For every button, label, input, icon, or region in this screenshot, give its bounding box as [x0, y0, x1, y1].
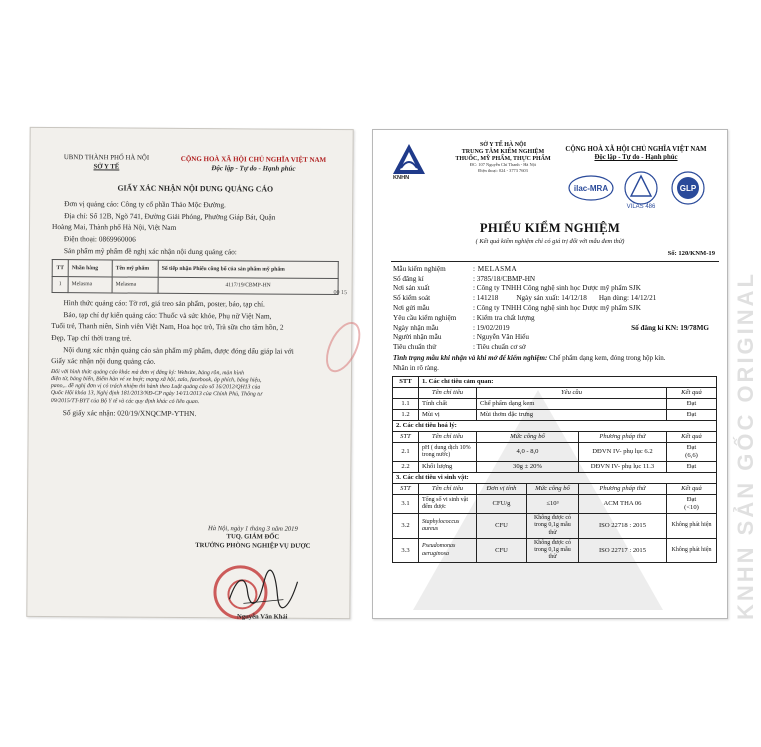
info-value: : Công ty TNHH Công nghệ sinh học Dược mỹ phẩm SJK — [473, 304, 641, 313]
svg-text:ilac-MRA: ilac-MRA — [573, 184, 609, 193]
sign-title-2: TRƯỞNG PHÒNG NGHIỆP VỤ DƯỢC — [195, 541, 311, 550]
note-line: 09/2015/TT-BYT của Bộ Y tế và các quy định khác có liên quan. — [50, 397, 200, 405]
info-row — [393, 314, 717, 324]
info-label: Yêu cầu kiểm nghiệm — [393, 313, 457, 322]
sample-condition — [373, 353, 727, 373]
note-line: Đối với hình thức quảng cáo khác mà đơn vị đăng ký: Website, bảng rôn, màn hình — [50, 368, 245, 377]
logo-text: KNHN — [393, 175, 410, 181]
table-cell: Mùi vị — [419, 410, 477, 421]
table-header-row — [52, 260, 338, 279]
section-title: 1. Các chỉ tiêu cảm quan: — [419, 377, 717, 388]
left-line-3: Hoàng Mai, Thành phố Hà Nội, Việt Nam — [51, 222, 177, 233]
table-row — [393, 410, 717, 421]
inst-phone: Điện thoại: 024 - 3773 7603 — [478, 167, 528, 173]
knhn-logo-icon — [391, 142, 427, 178]
info-row — [393, 343, 717, 353]
info-row — [393, 284, 717, 294]
left-line-1: Đơn vị quảng cáo: Công ty cổ phần Thảo Mộc Đường. — [64, 199, 226, 210]
table-row — [52, 277, 338, 295]
table-cell: ISO 22718 : 2015 — [579, 514, 667, 539]
table-header: Đơn vị tính — [477, 484, 527, 495]
left-line-2: Địa chỉ: Số 12B, Ngõ 741, Đường Giải Phóng, Phường Giáp Bát, Quận — [64, 210, 276, 222]
test-report-document — [372, 129, 758, 620]
right-doc-header — [373, 130, 727, 210]
left-line-9: Đẹp, Tạp chí thời trang trẻ. — [51, 332, 132, 343]
table-cell: 3.1 — [393, 495, 419, 514]
table-header: Tên chỉ tiêu — [419, 484, 477, 495]
sample-info — [373, 262, 727, 353]
table-header: Tên chỉ tiêu — [419, 388, 477, 399]
expiry-date: Hạn dùng: 14/12/21 — [598, 294, 657, 303]
entry-number: Số đăng kí KN: 19/78MG — [631, 323, 709, 332]
info-value: : Nguyễn Văn Hiếu — [473, 333, 529, 342]
section-row — [393, 377, 717, 388]
info-label: Nơi sản xuất — [393, 284, 430, 293]
left-line-7: Báo, tạp chí dự kiến quảng cáo: Thuốc và sức khỏe, Phụ nữ Việt Nam, — [63, 309, 272, 321]
table-cell — [667, 495, 717, 514]
sign-title-1: TUQ. GIÁM ĐỐC — [226, 533, 280, 542]
note-line: pano,.. đề nghị đơn vị có trách nhiệm thi hành theo Luật quảng cáo số 16/2012/QH13 của — [50, 383, 261, 391]
info-label: Nơi gửi mẫu — [393, 304, 430, 313]
left-line-8: Tuổi trẻ, Thanh niên, Sinh viên Việt Nam, Hoa học trò, Trà sữa cho tâm hồn, 2 — [51, 321, 284, 332]
table-cell: Tổng số vi sinh vật đếm được — [419, 495, 477, 514]
issuing-agency — [52, 154, 160, 172]
table-cell: 4117/19/CBMP-HN — [158, 277, 338, 294]
table-cell: Không phát hiện — [667, 514, 717, 539]
table-cell: Chế phẩm dạng kem — [477, 399, 667, 410]
national-motto — [168, 155, 338, 174]
report-title: PHIẾU KIỂM NGHIỆM — [479, 221, 621, 235]
nation-line-2: Độc lập - Tự do - Hạnh phúc — [211, 163, 296, 173]
table-cell: Melasma — [112, 277, 158, 293]
table-cell: Mùi thơm đặc trưng — [477, 410, 667, 421]
table-header: Kết quả — [667, 388, 717, 399]
table-header: STT — [393, 484, 419, 495]
result-text: Đạt — [686, 444, 697, 452]
agency-line-2: SỞ Y TẾ — [93, 162, 120, 171]
table-cell: Đạt — [667, 410, 717, 421]
info-row — [393, 304, 717, 314]
table-header: Kết quả — [667, 484, 717, 495]
info-row — [393, 324, 717, 334]
table-row — [393, 399, 717, 410]
table-row — [393, 495, 717, 514]
table-row — [393, 443, 717, 462]
signature-icon — [223, 569, 303, 614]
table-header: Mức công bố — [527, 484, 579, 495]
table-cell: 4,0 - 8,0 — [477, 443, 579, 462]
agency-line-1: UBND THÀNH PHỐ HÀ NỘI — [63, 154, 150, 162]
table-cell: Không được có trong 0,1g mẫu thử — [527, 538, 579, 563]
info-value: : Kiểm tra chất lượng — [473, 313, 535, 322]
condition-text-2: Nhãn in rõ ràng. — [393, 363, 439, 372]
table-cell: ≤10³ — [527, 495, 579, 514]
table-cell: 3.3 — [393, 538, 419, 563]
info-value: : 19/02/2019 — [473, 323, 510, 332]
table-cell: 3.2 — [393, 514, 419, 539]
table-cell: Tính chất — [419, 399, 477, 410]
table-row — [393, 514, 717, 539]
table-cell: 1.2 — [393, 410, 419, 421]
margin-note: 00 15 — [333, 290, 348, 297]
table-header: Nhãn hàng — [68, 260, 112, 277]
signer-name: Nguyễn Văn Khải — [237, 613, 288, 621]
table-cell — [393, 388, 419, 399]
table-cell — [667, 443, 717, 462]
table-cell: 1.1 — [393, 399, 419, 410]
results-table — [392, 376, 717, 563]
table-cell: CFU — [477, 538, 527, 563]
nation-line-1: CỘNG HOÀ XÃ HỘI CHỦ NGHĨA VIỆT NAM — [565, 146, 707, 153]
report-serial: Số: 120/KNM-19 — [667, 250, 715, 258]
vilas-badge-icon — [621, 170, 661, 210]
info-row — [393, 275, 717, 285]
info-label: Người nhận mẫu — [393, 333, 442, 342]
inst-line-3: THUỐC, MỸ PHẨM, THỰC PHẨM — [455, 155, 551, 162]
table-cell: Đạt — [667, 399, 717, 410]
condition-label: Tình trạng mẫu khi nhận và khi mở để kiểm nghiệm: — [393, 353, 548, 362]
table-cell: STT — [393, 377, 419, 388]
condition-text: Chế phẩm dạng kem, đóng trong hộp kín. — [547, 353, 666, 362]
table-cell: Pseudomonas aeruginosa — [419, 538, 477, 563]
table-cell: Staphylococcus aureus — [419, 514, 477, 539]
left-line-6: Hình thức quảng cáo: Tờ rơi, giá treo sản phẩm, poster, báo, tạp chí. — [63, 298, 265, 309]
table-header-row — [393, 388, 717, 399]
info-row — [393, 333, 717, 343]
legal-note — [51, 369, 337, 407]
info-value: : MELASMA — [473, 264, 518, 273]
info-row — [393, 265, 717, 275]
right-national-motto — [551, 146, 721, 163]
result-value: (6,6) — [685, 452, 698, 460]
table-header: Mức công bố — [477, 432, 579, 443]
table-cell: 1 — [52, 277, 68, 293]
table-header: Yêu cầu — [477, 388, 667, 399]
glp-label: GLP — [679, 184, 697, 193]
info-value: : 141218 — [473, 294, 499, 303]
accreditation-badges — [563, 170, 723, 210]
section-row — [393, 473, 717, 484]
left-doc-title: GIẤY XÁC NHẬN NỘI DUNG QUẢNG CÁO — [117, 183, 274, 194]
table-header: Kết quả — [667, 432, 717, 443]
table-cell: 2.2 — [393, 462, 419, 473]
inst-line-2: TRUNG TÂM KIỂM NGHIỆM — [461, 148, 545, 155]
info-row — [393, 294, 717, 304]
table-header: Tên mỹ phẩm — [112, 260, 158, 277]
table-header: STT — [393, 432, 419, 443]
info-label: Số kiểm soát — [393, 294, 431, 303]
info-label: Số đăng kí — [393, 274, 424, 283]
table-cell: 30g ± 20% — [477, 462, 579, 473]
table-header: Số tiếp nhận Phiếu công bố của sản phẩm mỹ phẩm — [158, 260, 338, 278]
inst-line-1: SỞ Y TẾ HÀ NỘI — [479, 142, 527, 148]
advertising-confirmation-document — [26, 127, 353, 619]
product-table — [52, 259, 339, 295]
left-line-5: Sản phẩm mỹ phẩm đề nghị xác nhận nội dung quảng cáo: — [63, 245, 237, 256]
signature-block — [188, 525, 318, 551]
side-watermark: KNHN SẢN GỐC ORIGINAL — [733, 271, 758, 620]
nation-line-2: Độc lập - Tự do - Hạnh phúc — [594, 154, 678, 162]
table-cell: Khối lượng — [419, 462, 477, 473]
table-row — [393, 538, 717, 563]
info-label: Mẫu kiểm nghiệm — [393, 264, 446, 273]
info-value: : Công ty TNHH Công nghệ sinh học Dược mỹ phẩm SJK — [473, 284, 641, 293]
table-cell: DĐVN IV- phụ lục 11.3 — [579, 462, 667, 473]
left-line-10: Nội dung xác nhận quảng cáo sản phẩm mỹ phẩm, được đóng dấu giáp lai với — [63, 344, 294, 356]
section-row — [393, 421, 717, 432]
result-value: (<10) — [684, 504, 699, 512]
info-label: Ngày nhận mẫu — [393, 323, 439, 332]
table-cell: Không phát hiện — [667, 538, 717, 563]
info-label: Tiêu chuẩn thử — [393, 343, 437, 352]
table-cell: ACM THA 06 — [579, 495, 667, 514]
table-cell: Đạt — [667, 462, 717, 473]
manufacture-date: Ngày sản xuất: 14/12/18 — [516, 294, 587, 303]
left-line-11: Giấy xác nhận nội dung quảng cáo. — [51, 356, 156, 366]
left-line-4: Điện thoại: 0869960006 — [63, 234, 136, 244]
info-value: : Tiêu chuẩn cơ sở — [473, 343, 526, 352]
note-line: điện tử, bảng biển, Biểm hàn vé xe buýt; mạng xã hội, zalo, facebook, áp phích, băng hiệu, — [50, 375, 262, 384]
left-doc-header — [52, 154, 338, 174]
ilac-mra-badge-icon — [567, 174, 615, 202]
section-title: 2. Các chỉ tiêu hoá lý: — [393, 421, 717, 432]
table-cell: CFU — [477, 514, 527, 539]
table-cell: CFU/g — [477, 495, 527, 514]
institution — [437, 142, 569, 173]
table-header-row — [393, 484, 717, 495]
table-header: TT — [52, 260, 68, 277]
table-header: Phương pháp thử — [579, 432, 667, 443]
table-header: Phương pháp thử — [579, 484, 667, 495]
table-header: Tên chỉ tiêu — [419, 432, 477, 443]
table-cell: Melasma — [68, 277, 112, 293]
vilas-label: VILAS 486 — [626, 204, 656, 210]
table-cell: Không được có trong 0,1g mẫu thử — [527, 514, 579, 539]
confirmation-number: Số giấy xác nhận: 020/19/XNQCMP-YTHN. — [62, 407, 197, 418]
result-text: Đạt — [686, 496, 697, 504]
table-header-row — [393, 432, 717, 443]
nation-line-1: CỘNG HOÀ XÃ HỘI CHỦ NGHĨA VIỆT NAM — [180, 154, 327, 164]
glp-badge-icon — [669, 170, 707, 206]
section-title: 3. Các chỉ tiêu vi sinh vật: — [393, 473, 717, 484]
sign-date: Hà Nội, ngày 1 tháng 3 năm 2019 — [208, 525, 298, 533]
info-value: : 3785/18/CBMP-HN — [473, 274, 536, 283]
note-line: Quốc Hội khóa 13, Nghị định 181/2013/NĐ-CP ngày 14/11/2013 của Chính Phủ, Thông tư — [50, 390, 263, 398]
table-cell: 2.1 — [393, 443, 419, 462]
report-subtitle: ( Kết quả kiểm nghiệm chỉ có giá trị đối với mẫu đem thử) — [475, 237, 625, 245]
table-cell: DĐVN IV- phụ lục 6.2 — [579, 443, 667, 462]
table-row — [393, 462, 717, 473]
table-cell: ISO 22717 : 2015 — [579, 538, 667, 563]
inst-address: ĐC: 107 Nguyễn Chí Thanh - Hà Nội — [469, 162, 537, 168]
table-cell: pH ( dung dịch 10% trong nước) — [419, 443, 477, 462]
